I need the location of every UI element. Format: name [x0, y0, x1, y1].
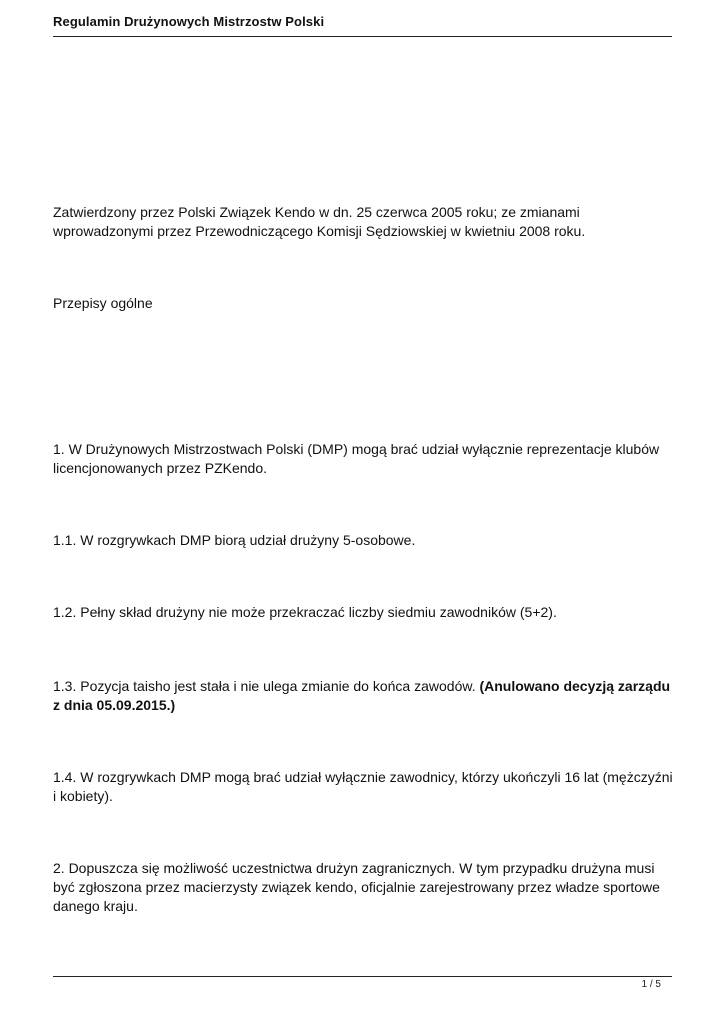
rule-1-4-paragraph: 1.4. W rozgrywkach DMP mogą brać udział wyłącznie zawodnicy, którzy ukończyli 16 lat (mężczyźni i kobiety). [53, 769, 673, 804]
page-number: 1 / 5 [641, 979, 661, 990]
rule-1-3-text: 1.3. Pozycja taisho jest stała i nie ulega zmianie do końca zawodów. [53, 678, 476, 694]
rule-1-3-annulment-note: (Anulowano decyzją zarządu z dnia 05.09.2015.) [53, 678, 671, 713]
section-heading: Przepisy ogólne [53, 295, 153, 311]
document-header-title: Regulamin Drużynowych Mistrzostw Polski [53, 14, 325, 29]
rule-1-2-paragraph: 1.2. Pełny skład drużyny nie może przekraczać liczby siedmiu zawodników (5+2). [53, 604, 557, 620]
footer-divider [53, 976, 672, 977]
rule-1-paragraph: 1. W Drużynowych Mistrzostwach Polski (DMP) mogą brać udział wyłącznie reprezentacje klubów licencjonowanych przez PZKendo. [53, 441, 660, 476]
header-divider [53, 36, 672, 37]
rule-1-3-paragraph [53, 677, 678, 715]
rule-1-1-paragraph: 1.1. W rozgrywkach DMP biorą udział drużyny 5-osobowe. [53, 532, 416, 548]
approval-paragraph: Zatwierdzony przez Polski Związek Kendo w dn. 25 czerwca 2005 roku; ze zmianami wprowadzonymi przez Przewodniczącego Komisji Sędziowskiej w kwietniu 2008 roku. [53, 204, 586, 239]
rule-2-paragraph: 2. Dopuszcza się możliwość uczestnictwa drużyn zagranicznych. W tym przypadku drużyna musi być zgłoszona przez macierzysty związek kendo, oficjalnie zarejestrowany przez władze sportowe danego kraju. [53, 860, 660, 914]
